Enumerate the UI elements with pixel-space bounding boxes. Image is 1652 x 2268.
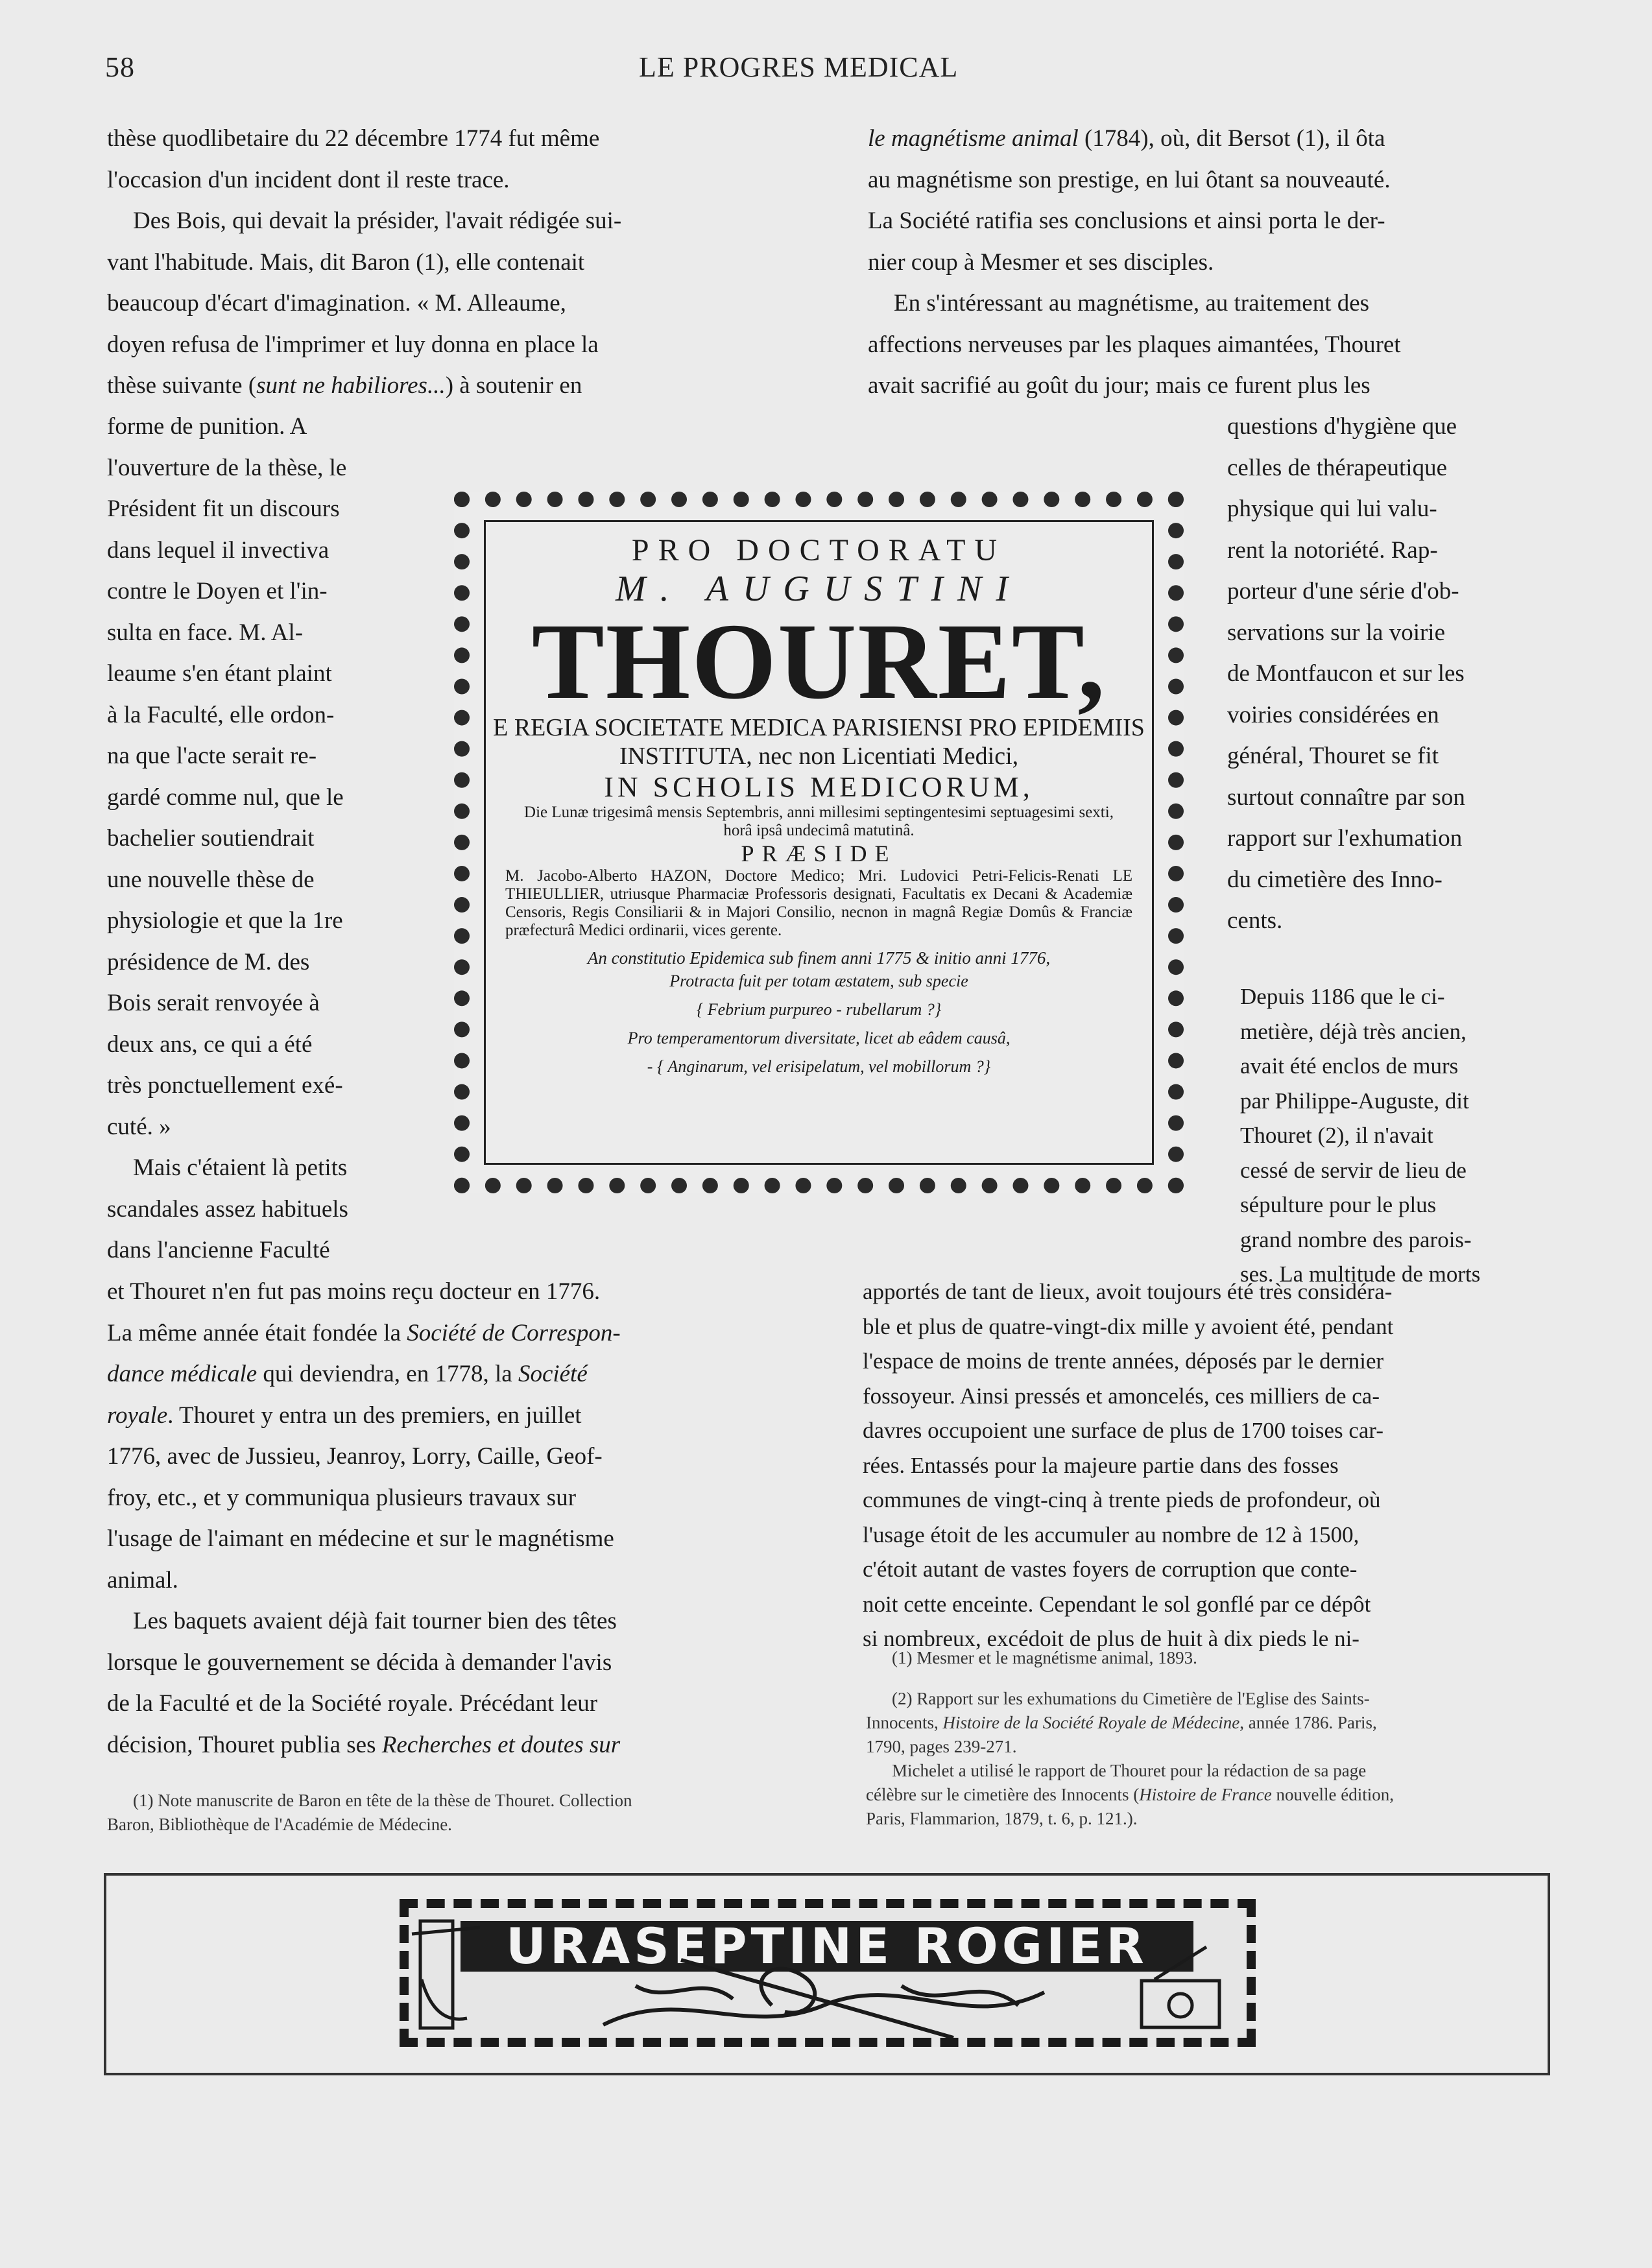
text-line: servations sur la voirie	[1227, 619, 1445, 646]
footnote-line: (1) Note manuscrite de Baron en tête de la thèse de Thouret. Collection	[133, 1791, 632, 1810]
text-line: vant l'habitude. Mais, dit Baron (1), elle contenait	[107, 248, 585, 276]
quote-full	[863, 1274, 1555, 1656]
text-line: voiries considérées en	[1227, 701, 1439, 728]
snake-staff-icon	[603, 1960, 1044, 2038]
text-line: cessé de servir de lieu de	[1240, 1157, 1466, 1183]
text-line: dance médicale qui deviendra, en 1778, la Société	[107, 1361, 588, 1387]
plate-surname: THOURET,	[531, 601, 1107, 722]
text-line: c'étoit autant de vastes foyers de corruption que conte-	[863, 1557, 1358, 1582]
footnote-line: (2) Rapport sur les exhumations du Cimetière de l'Eglise des Saints-	[892, 1689, 1370, 1708]
text-line: fossoyeur. Ainsi pressés et amoncelés, ces milliers de ca-	[863, 1383, 1380, 1409]
text-line: froy, etc., et y communiqua plusieurs travaux sur	[107, 1484, 577, 1511]
left-column-top	[107, 118, 798, 407]
text-line: ble et plus de quatre-vingt-dix mille y avoient été, pendant	[863, 1313, 1394, 1339]
text-line: nier coup à Mesmer et ses disciples.	[868, 248, 1214, 276]
text-line: Mais c'étaient là petits	[133, 1154, 348, 1181]
text-line: Président fit un discours	[107, 495, 340, 522]
footnote-line: Paris, Flammarion, 1879, t. 6, p. 121.).	[866, 1809, 1138, 1828]
footnote-line: Michelet a utilisé le rapport de Thouret pour la rédaction de sa page	[892, 1761, 1367, 1780]
text-line: animal.	[107, 1566, 178, 1594]
text-line: à la Faculté, elle ordon-	[107, 701, 335, 728]
text-line: contre le Doyen et l'in-	[107, 578, 328, 604]
text-line: Thouret (2), il n'avait	[1240, 1123, 1433, 1148]
text-line: de la Faculté et de la Société royale. Précédant leur	[107, 1690, 598, 1717]
text-line: Les baquets avaient déjà fait tourner bien des têtes	[133, 1608, 617, 1634]
text-line: gardé comme nul, que le	[107, 783, 344, 811]
text-line: bachelier soutiendrait	[107, 825, 315, 852]
plate-date: Die Lunæ trigesimâ mensis Septembris, anni millesimi septingentesimi septuagesimi sexti, horâ ipsâ undecimâ matutinâ.	[524, 804, 1114, 839]
text-line: l'ouverture de la thèse, le	[107, 454, 347, 481]
scale-icon	[1142, 1947, 1219, 2027]
advertisement-box	[104, 1873, 1550, 2075]
text-line: cents.	[1227, 907, 1283, 934]
text-line: communes de vingt-cinq à trente pieds de profondeur, où	[863, 1487, 1381, 1512]
thesis-plate-inner	[484, 520, 1154, 1165]
plate-question-3: { Febrium purpureo - rubellarum ?}	[696, 1000, 942, 1019]
footnote-line: Baron, Bibliothèque de l'Académie de Médecine.	[107, 1815, 452, 1834]
text-line: En s'intéressant au magnétisme, au traitement des	[894, 290, 1370, 316]
text-line: na que l'acte serait re-	[107, 743, 317, 769]
text-line: l'occasion d'un incident dont il reste trace.	[107, 166, 510, 193]
text-line: forme de punition. A	[107, 413, 307, 440]
text-line: questions d'hygiène que	[1227, 413, 1457, 440]
thesis-plate	[454, 492, 1184, 1193]
right-footnotes	[866, 1646, 1555, 1831]
right-column-top	[868, 118, 1555, 407]
text-line: général, Thouret se fit	[1227, 743, 1439, 769]
text-line: si nombreux, excédoit de plus de huit à dix pieds le ni-	[863, 1626, 1359, 1651]
text-line: avait été enclos de murs	[1240, 1053, 1459, 1079]
text-line: Bois serait renvoyée à	[107, 990, 320, 1016]
plate-question-5: - { Anginarum, vel erisipelatum, vel mobillorum ?}	[647, 1057, 991, 1076]
text-line: présidence de M. des	[107, 948, 310, 975]
text-line: l'usage étoit de les accumuler au nombre de 12 à 1500,	[863, 1522, 1359, 1547]
text-line: noit cette enceinte. Cependant le sol gonflé par ce dépôt	[863, 1591, 1371, 1617]
text-line: l'espace de moins de trente années, déposés par le dernier	[863, 1348, 1384, 1374]
text-line: rapport sur l'exhumation	[1227, 825, 1463, 852]
left-column-narrow	[107, 406, 417, 1271]
plate-location: IN SCHOLIS MEDICORUM,	[604, 771, 1034, 803]
plate-question-4: Pro temperamentorum diversitate, licet ab eâdem causâ,	[627, 1029, 1011, 1047]
text-line: celles de thérapeutique	[1227, 454, 1447, 481]
plate-preside: PRÆSIDE	[741, 841, 897, 866]
plate-name: M. AUGUSTINI	[616, 569, 1022, 609]
text-line: dans lequel il invectiva	[107, 536, 329, 564]
text-line: grand nombre des parois-	[1240, 1226, 1472, 1252]
footnote-line: célèbre sur le cimetière des Innocents (Histoire de France nouvelle édition,	[866, 1785, 1394, 1804]
text-line: du cimetière des Inno-	[1227, 866, 1443, 893]
text-line: 1776, avec de Jussieu, Jeanroy, Lorry, Caille, Geof-	[107, 1443, 603, 1470]
text-line: physique qui lui valu-	[1227, 495, 1437, 522]
text-line: thèse quodlibetaire du 22 décembre 1774 fut même	[107, 125, 600, 152]
text-line: très ponctuellement exé-	[107, 1072, 343, 1099]
footnote-line: (1) Mesmer et le magnétisme animal, 1893.	[892, 1648, 1197, 1667]
text-line: metière, déjà très ancien,	[1240, 1018, 1466, 1044]
text-line: avait sacrifié au goût du jour; mais ce furent plus les	[868, 372, 1371, 399]
quote-narrow	[1240, 979, 1555, 1292]
text-line: La Société ratifia ses conclusions et ainsi porta le der-	[868, 208, 1385, 234]
text-line: davres occupoient une surface de plus de 1700 toises car-	[863, 1418, 1384, 1443]
text-line: sépulture pour le plus	[1240, 1192, 1437, 1217]
text-line: beaucoup d'écart d'imagination. « M. Alleaume,	[107, 290, 566, 316]
text-line: rées. Entassés pour la majeure partie dans des fosses	[863, 1452, 1339, 1478]
text-line: l'usage de l'aimant en médecine et sur le magnétisme	[107, 1525, 614, 1552]
footnote-line: Innocents, Histoire de la Société Royale de Médecine, année 1786. Paris,	[866, 1713, 1377, 1732]
text-line: Depuis 1186 que le ci-	[1240, 984, 1445, 1009]
text-line: ses. La multitude de morts	[1240, 1261, 1481, 1287]
text-line: par Philippe-Auguste, dit	[1240, 1088, 1469, 1114]
plate-president: M. Jacobo-Alberto HAZON, Doctore Medico; Mri. Ludovici Petri-Felicis-Renati LE THIEULLIER, utriusque Pharmaciæ Professoris designati, Facultatis ex Decani & Academiæ Censoris, Regis Consiliarii & in Majori Consilio, necnon in magnâ Regiæ Domûs & Franciæ præfecturâ Medici ordinarii, vices gerente.	[505, 867, 1132, 939]
text-line: sulta en face. M. Al-	[107, 619, 304, 646]
plate-question-1: An constitutio Epidemica sub finem anni 1775 & initio anni 1776,	[587, 948, 1051, 968]
text-line: scandales assez habituels	[107, 1195, 348, 1223]
plate-institution: E REGIA SOCIETATE MEDICA PARISIENSI PRO EPIDEMIIS INSTITUTA, nec non Licentiati Medici,	[493, 714, 1145, 770]
text-line: cuté. »	[107, 1113, 171, 1140]
text-line: affections nerveuses par les plaques aimantées, Thouret	[868, 331, 1401, 358]
journal-title: LE PROGRES MEDICAL	[639, 51, 959, 83]
plate-heading: PRO DOCTORATU	[631, 533, 1007, 567]
text-line: La même année était fondée la Société de Correspon-	[107, 1319, 621, 1346]
left-footnote	[107, 1789, 798, 1837]
text-line: lorsque le gouvernement se décida à demander l'avis	[107, 1649, 612, 1676]
text-line: physiologie et que la 1re	[107, 907, 343, 934]
text-line: doyen refusa de l'imprimer et luy donna en place la	[107, 331, 599, 358]
plate-question-2: Protracta fuit per totam æstatem, sub specie	[669, 972, 968, 990]
right-column-narrow	[1227, 406, 1555, 942]
text-line: apportés de tant de lieux, avoit toujours été très considéra-	[863, 1279, 1393, 1304]
text-line: et Thouret n'en fut pas moins reçu docteur en 1776.	[107, 1278, 601, 1305]
mortar-pestle-icon	[412, 1921, 480, 2028]
text-line: de Montfaucon et sur les	[1227, 660, 1465, 687]
footnote-line: 1790, pages 239-271.	[866, 1737, 1017, 1756]
text-line: rent la notoriété. Rap-	[1227, 536, 1438, 564]
text-line: Des Bois, qui devait la présider, l'avait rédigée sui-	[133, 208, 622, 234]
text-line: thèse suivante (sunt ne habiliores...) à soutenir en	[107, 372, 582, 399]
text-line: dans l'ancienne Faculté	[107, 1237, 330, 1263]
text-line: une nouvelle thèse de	[107, 866, 315, 893]
advertisement-brand: URASEPTINE ROGIER	[461, 1921, 1193, 1972]
text-line: porteur d'une série d'ob-	[1227, 578, 1459, 604]
ornament-illustration	[409, 1908, 1247, 2038]
text-line: deux ans, ce qui a été	[107, 1031, 313, 1058]
text-line: leaume s'en étant plaint	[107, 660, 332, 687]
text-line: royale. Thouret y entra un des premiers, en juillet	[107, 1402, 582, 1429]
text-line: surtout connaître par son	[1227, 783, 1465, 811]
text-line: au magnétisme son prestige, en lui ôtant sa nouveauté.	[868, 166, 1391, 193]
advertisement-frame	[400, 1899, 1256, 2047]
text-line: décision, Thouret publia ses Recherches et doutes sur	[107, 1731, 621, 1758]
left-column-bottom	[107, 1271, 798, 1765]
text-line: le magnétisme animal (1784), où, dit Bersot (1), il ôta	[868, 125, 1385, 152]
page-number: 58	[105, 51, 135, 83]
